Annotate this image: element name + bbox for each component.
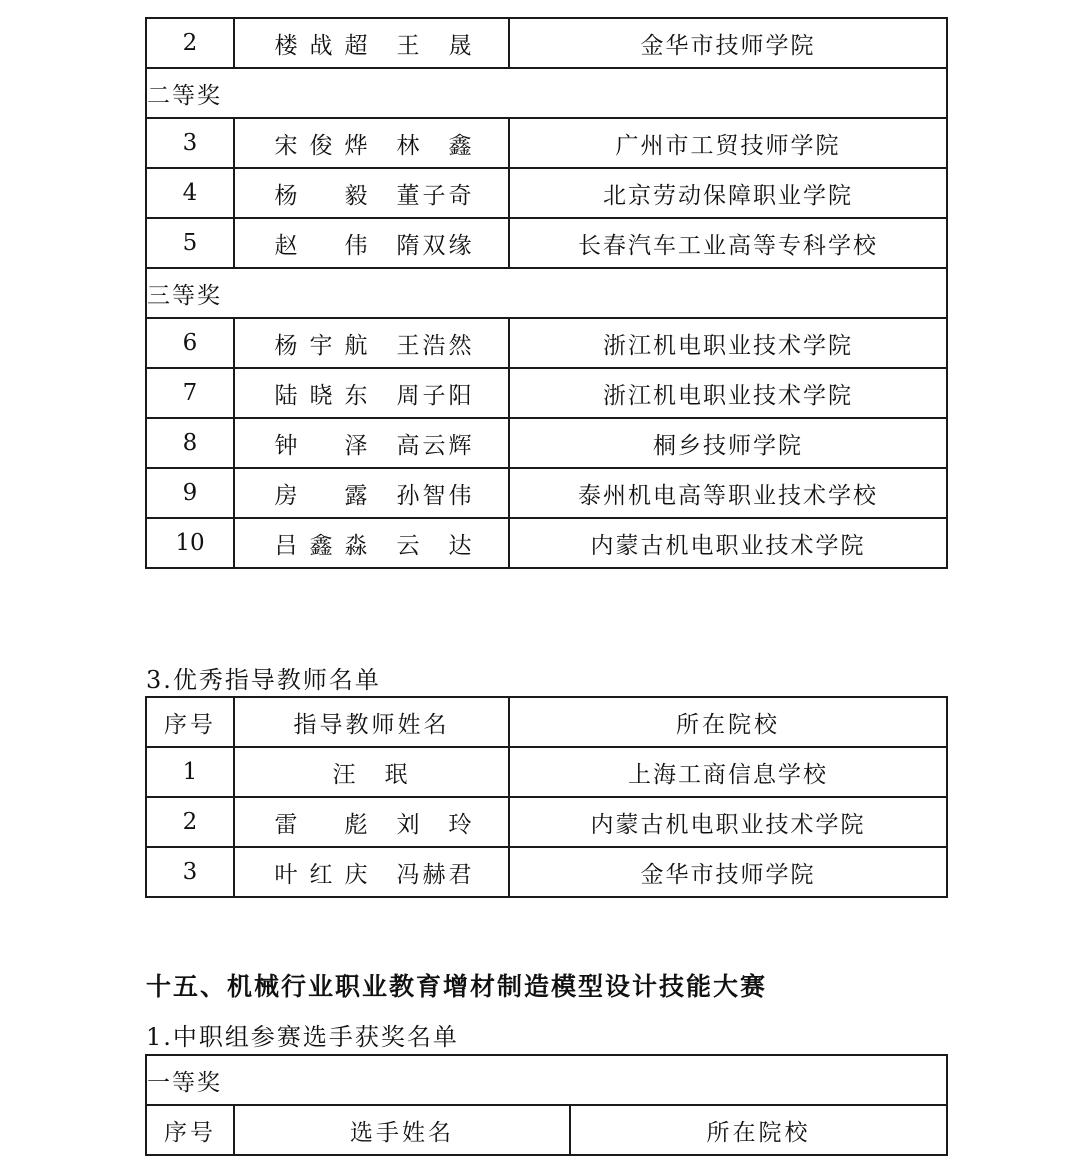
person-name: 周子阳 (396, 382, 475, 409)
table-row (146, 318, 947, 368)
header-school: 所在院校 (570, 1105, 947, 1155)
header-contestant-name: 选手姓名 (234, 1105, 570, 1155)
person-name: 林 鑫 (396, 132, 475, 159)
person-name: 高云辉 (396, 432, 475, 459)
header-index: 序号 (146, 1105, 234, 1155)
person-name: 王浩然 (396, 332, 475, 359)
school-name: 金华市技师学院 (509, 18, 947, 68)
table-row (146, 747, 947, 797)
contestant-names (234, 518, 509, 568)
row-index: 6 (146, 318, 234, 368)
row-index: 2 (146, 18, 234, 68)
person-name: 云 达 (396, 532, 475, 559)
name-pair (274, 527, 475, 560)
teacher-names (234, 847, 509, 897)
section-row (146, 268, 947, 318)
row-index: 3 (146, 847, 234, 897)
section-row (146, 1055, 947, 1105)
person-name: 雷 彪 (274, 811, 371, 838)
table-row (146, 368, 947, 418)
contestant-names (234, 318, 509, 368)
school-name: 内蒙古机电职业技术学院 (509, 518, 947, 568)
teacher-names (234, 747, 509, 797)
person-name: 刘 玲 (396, 811, 475, 838)
contestant-names (234, 118, 509, 168)
person-name: 孙智伟 (396, 482, 475, 509)
section-heading: 十五、机械行业职业教育增材制造模型设计技能大赛 (146, 972, 768, 1001)
awards-table-top-body (146, 18, 947, 568)
school-name: 上海工商信息学校 (509, 747, 947, 797)
name-pair (274, 856, 475, 889)
row-index: 7 (146, 368, 234, 418)
row-index: 5 (146, 218, 234, 268)
school-name: 内蒙古机电职业技术学院 (509, 797, 947, 847)
person-name: 楼战超 (274, 32, 371, 59)
person-name: 陆晓东 (274, 382, 371, 409)
name-pair (274, 806, 475, 839)
teachers-table (145, 696, 948, 898)
table-row (146, 468, 947, 518)
name-pair (274, 427, 475, 460)
school-name: 金华市技师学院 (509, 847, 947, 897)
person-name: 吕鑫淼 (274, 532, 371, 559)
name-pair (274, 127, 475, 160)
table-row (146, 418, 947, 468)
name-pair (274, 477, 475, 510)
school-name: 长春汽车工业高等专科学校 (509, 218, 947, 268)
award-section-label: 三等奖 (146, 268, 947, 318)
row-index: 3 (146, 118, 234, 168)
header-index: 序号 (146, 697, 234, 747)
contestant-names (234, 418, 509, 468)
person-name: 王 晟 (396, 32, 475, 59)
award-section-label: 二等奖 (146, 68, 947, 118)
contestant-names (234, 218, 509, 268)
row-index: 9 (146, 468, 234, 518)
secondary-group-header-row (146, 1105, 947, 1155)
row-index: 4 (146, 168, 234, 218)
row-index: 2 (146, 797, 234, 847)
row-index: 1 (146, 747, 234, 797)
school-name: 泰州机电高等职业技术学校 (509, 468, 947, 518)
contestant-names (234, 168, 509, 218)
section-row (146, 68, 947, 118)
header-teacher-name: 指导教师姓名 (234, 697, 509, 747)
name-pair (274, 177, 475, 210)
school-name: 浙江机电职业技术学院 (509, 368, 947, 418)
name-pair (274, 377, 475, 410)
table-row (146, 518, 947, 568)
school-name: 广州市工贸技师学院 (509, 118, 947, 168)
person-name: 杨 毅 (274, 182, 371, 209)
table-row (146, 847, 947, 897)
contestant-names (234, 468, 509, 518)
person-name: 宋俊烨 (274, 132, 371, 159)
table-row (146, 218, 947, 268)
table-row (146, 18, 947, 68)
teachers-list-title: 3.优秀指导教师名单 (146, 666, 381, 694)
teacher-names (234, 797, 509, 847)
person-name: 叶红庆 (274, 861, 371, 888)
school-name: 浙江机电职业技术学院 (509, 318, 947, 368)
person-name: 杨宇航 (274, 332, 371, 359)
header-school: 所在院校 (509, 697, 947, 747)
row-index: 10 (146, 518, 234, 568)
person-name: 汪 珉 (332, 761, 411, 788)
section-label-first-prize: 一等奖 (146, 1055, 947, 1105)
name-pair (274, 327, 475, 360)
secondary-group-table (145, 1054, 948, 1156)
name-pair (333, 756, 411, 789)
contestant-names (234, 368, 509, 418)
teachers-header-row (146, 697, 947, 747)
person-name: 赵 伟 (274, 232, 371, 259)
section-subtitle: 1.中职组参赛选手获奖名单 (146, 1023, 459, 1051)
school-name: 桐乡技师学院 (509, 418, 947, 468)
name-pair (274, 27, 475, 60)
awards-table-top (145, 17, 948, 569)
contestant-names (234, 18, 509, 68)
row-index: 8 (146, 418, 234, 468)
person-name: 房 露 (274, 482, 371, 509)
table-row (146, 797, 947, 847)
school-name: 北京劳动保障职业学院 (509, 168, 947, 218)
table-row (146, 168, 947, 218)
name-pair (274, 227, 475, 260)
person-name: 董子奇 (396, 182, 475, 209)
person-name: 冯赫君 (396, 861, 475, 888)
person-name: 钟 泽 (274, 432, 371, 459)
teachers-table-body (146, 747, 947, 897)
person-name: 隋双缘 (396, 232, 475, 259)
table-row (146, 118, 947, 168)
